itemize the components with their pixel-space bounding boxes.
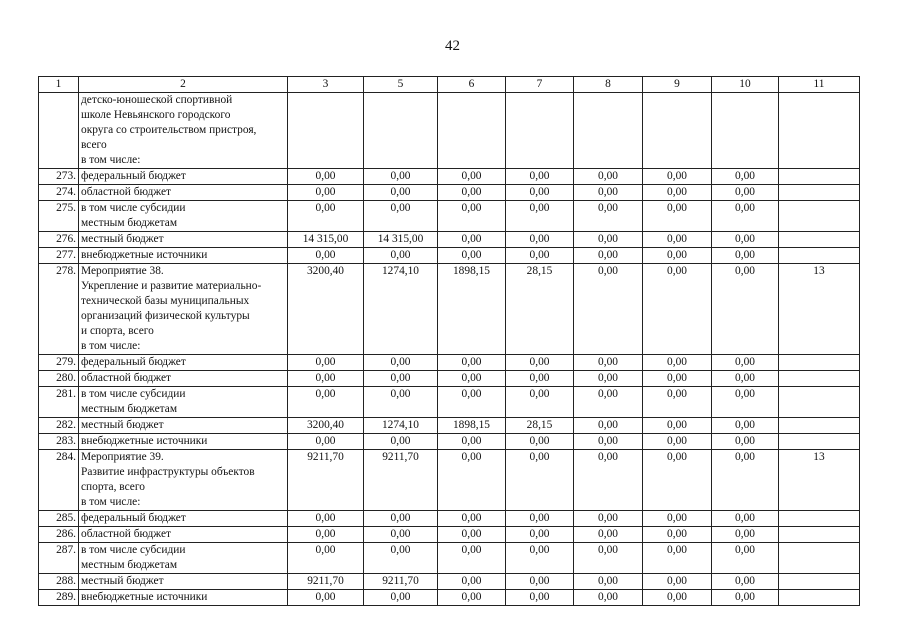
value-cell: 0,00	[643, 418, 712, 434]
value-cell: 0,00	[364, 371, 438, 387]
value-cell: 0,00	[643, 248, 712, 264]
row-number: 276.	[39, 232, 79, 248]
value-cell: 0,00	[506, 543, 574, 574]
description-line: местным бюджетам	[81, 559, 178, 571]
description-line: областной бюджет	[81, 372, 171, 384]
value-cell: 1274,10	[364, 264, 438, 355]
value-cell: 0,00	[438, 232, 506, 248]
value-cell: 0,00	[712, 387, 779, 418]
value-cell: 0,00	[438, 201, 506, 232]
value-cell	[438, 93, 506, 169]
table-row	[39, 201, 860, 232]
value-cell: 0,00	[643, 527, 712, 543]
table-row	[39, 355, 860, 371]
row-number: 285.	[39, 511, 79, 527]
row-number: 273.	[39, 169, 79, 185]
row-description	[79, 387, 288, 418]
description-line: федеральный бюджет	[81, 356, 186, 368]
description-line: внебюджетные источники	[81, 435, 208, 447]
description-line: в том числе субсидии	[81, 544, 186, 556]
description-line: округа со строительством пристроя,	[81, 124, 257, 136]
table-row	[39, 264, 860, 355]
value-cell: 0,00	[506, 201, 574, 232]
value-cell: 0,00	[712, 511, 779, 527]
value-cell: 0,00	[288, 590, 364, 606]
value-cell: 0,00	[506, 185, 574, 201]
value-cell: 0,00	[574, 185, 643, 201]
row-description	[79, 264, 288, 355]
value-cell: 0,00	[288, 511, 364, 527]
table-row	[39, 371, 860, 387]
value-cell: 0,00	[643, 169, 712, 185]
column-header: 3	[288, 77, 364, 93]
row-number: 275.	[39, 201, 79, 232]
value-cell: 0,00	[288, 434, 364, 450]
row-description	[79, 511, 288, 527]
value-cell: 0,00	[712, 371, 779, 387]
value-cell: 0,00	[712, 248, 779, 264]
value-cell: 28,15	[506, 264, 574, 355]
value-cell: 0,00	[574, 527, 643, 543]
value-cell: 0,00	[438, 574, 506, 590]
row-description	[79, 355, 288, 371]
value-cell: 0,00	[574, 248, 643, 264]
column-11-cell	[779, 543, 860, 574]
value-cell: 0,00	[364, 434, 438, 450]
value-cell: 0,00	[506, 434, 574, 450]
value-cell: 0,00	[438, 450, 506, 511]
description-line: в том числе:	[81, 496, 141, 508]
column-11-cell	[779, 418, 860, 434]
column-header: 1	[39, 77, 79, 93]
value-cell: 0,00	[438, 543, 506, 574]
value-cell: 0,00	[288, 185, 364, 201]
value-cell: 0,00	[712, 185, 779, 201]
description-line: местный бюджет	[81, 233, 164, 245]
value-cell: 0,00	[288, 371, 364, 387]
description-line: и спорта, всего	[81, 325, 154, 337]
description-line: детско-юношеской спортивной	[81, 94, 233, 106]
value-cell: 0,00	[438, 527, 506, 543]
value-cell: 0,00	[712, 264, 779, 355]
value-cell: 0,00	[712, 434, 779, 450]
value-cell: 0,00	[574, 434, 643, 450]
value-cell: 0,00	[438, 511, 506, 527]
value-cell: 0,00	[288, 248, 364, 264]
value-cell: 0,00	[506, 511, 574, 527]
value-cell: 0,00	[643, 232, 712, 248]
value-cell: 0,00	[438, 169, 506, 185]
column-11-cell	[779, 511, 860, 527]
value-cell: 1898,15	[438, 264, 506, 355]
table-row	[39, 387, 860, 418]
description-line: школе Невьянского городского	[81, 109, 231, 121]
table-row	[39, 185, 860, 201]
value-cell: 0,00	[364, 511, 438, 527]
value-cell: 0,00	[574, 232, 643, 248]
value-cell: 0,00	[574, 355, 643, 371]
budget-table	[38, 76, 860, 606]
value-cell	[574, 93, 643, 169]
row-number: 278.	[39, 264, 79, 355]
value-cell: 0,00	[506, 450, 574, 511]
row-number: 284.	[39, 450, 79, 511]
column-header: 10	[712, 77, 779, 93]
row-number: 281.	[39, 387, 79, 418]
header-row	[39, 77, 860, 93]
row-description	[79, 527, 288, 543]
value-cell: 0,00	[712, 450, 779, 511]
value-cell: 0,00	[643, 543, 712, 574]
value-cell: 0,00	[364, 201, 438, 232]
value-cell: 0,00	[643, 185, 712, 201]
description-line: местным бюджетам	[81, 217, 178, 229]
value-cell: 0,00	[364, 543, 438, 574]
value-cell: 0,00	[506, 574, 574, 590]
description-line: всего	[81, 139, 107, 151]
row-description	[79, 590, 288, 606]
value-cell: 0,00	[438, 185, 506, 201]
value-cell: 0,00	[712, 355, 779, 371]
description-line: в том числе субсидии	[81, 388, 186, 400]
value-cell: 1898,15	[438, 418, 506, 434]
row-description	[79, 418, 288, 434]
value-cell: 0,00	[506, 232, 574, 248]
column-header: 6	[438, 77, 506, 93]
description-line: местным бюджетам	[81, 403, 178, 415]
value-cell: 0,00	[712, 543, 779, 574]
value-cell: 0,00	[574, 264, 643, 355]
row-number: 289.	[39, 590, 79, 606]
value-cell: 0,00	[288, 169, 364, 185]
value-cell: 0,00	[364, 527, 438, 543]
value-cell: 0,00	[506, 371, 574, 387]
row-number	[39, 93, 79, 169]
value-cell: 0,00	[712, 527, 779, 543]
value-cell: 0,00	[712, 590, 779, 606]
value-cell	[643, 93, 712, 169]
value-cell: 0,00	[643, 264, 712, 355]
value-cell: 0,00	[288, 543, 364, 574]
row-description	[79, 434, 288, 450]
value-cell: 0,00	[438, 387, 506, 418]
value-cell: 0,00	[364, 185, 438, 201]
value-cell: 0,00	[506, 355, 574, 371]
column-11-cell	[779, 387, 860, 418]
value-cell	[712, 93, 779, 169]
row-description	[79, 450, 288, 511]
description-line: в том числе:	[81, 154, 141, 166]
row-description	[79, 371, 288, 387]
value-cell: 0,00	[712, 574, 779, 590]
description-line: Мероприятие 39.	[81, 451, 164, 463]
description-line: федеральный бюджет	[81, 512, 186, 524]
value-cell: 0,00	[574, 450, 643, 511]
column-11-cell	[779, 248, 860, 264]
value-cell: 0,00	[364, 590, 438, 606]
row-number: 286.	[39, 527, 79, 543]
value-cell: 0,00	[364, 248, 438, 264]
value-cell: 9211,70	[364, 450, 438, 511]
table-row	[39, 574, 860, 590]
value-cell	[288, 93, 364, 169]
column-11-cell	[779, 93, 860, 169]
row-number: 277.	[39, 248, 79, 264]
value-cell: 0,00	[712, 232, 779, 248]
value-cell: 0,00	[643, 355, 712, 371]
value-cell: 0,00	[506, 590, 574, 606]
value-cell: 0,00	[574, 371, 643, 387]
value-cell: 0,00	[643, 590, 712, 606]
row-description	[79, 169, 288, 185]
value-cell: 0,00	[506, 387, 574, 418]
value-cell: 0,00	[643, 371, 712, 387]
value-cell: 0,00	[364, 355, 438, 371]
column-11-cell	[779, 201, 860, 232]
page-number: 42	[445, 38, 460, 54]
column-11-cell	[779, 574, 860, 590]
column-header: 11	[779, 77, 860, 93]
value-cell: 0,00	[643, 574, 712, 590]
value-cell: 0,00	[438, 590, 506, 606]
description-line: местный бюджет	[81, 575, 164, 587]
value-cell	[364, 93, 438, 169]
description-line: спорта, всего	[81, 481, 145, 493]
value-cell: 0,00	[288, 201, 364, 232]
value-cell: 0,00	[506, 527, 574, 543]
value-cell: 3200,40	[288, 418, 364, 434]
row-number: 282.	[39, 418, 79, 434]
value-cell: 0,00	[574, 543, 643, 574]
description-line: Укрепление и развитие материально-	[81, 280, 262, 292]
row-description	[79, 232, 288, 248]
column-11-cell	[779, 527, 860, 543]
value-cell	[506, 93, 574, 169]
column-11-cell	[779, 185, 860, 201]
row-number: 280.	[39, 371, 79, 387]
column-header: 5	[364, 77, 438, 93]
value-cell: 9211,70	[288, 450, 364, 511]
row-description	[79, 201, 288, 232]
value-cell: 0,00	[643, 387, 712, 418]
column-header: 9	[643, 77, 712, 93]
description-line: внебюджетные источники	[81, 249, 208, 261]
table-row	[39, 418, 860, 434]
value-cell: 0,00	[574, 511, 643, 527]
column-11-cell: 13	[779, 450, 860, 511]
column-header: 8	[574, 77, 643, 93]
value-cell: 0,00	[288, 387, 364, 418]
row-description	[79, 574, 288, 590]
value-cell: 0,00	[643, 434, 712, 450]
value-cell: 0,00	[438, 355, 506, 371]
value-cell: 1274,10	[364, 418, 438, 434]
value-cell: 0,00	[438, 371, 506, 387]
description-line: местный бюджет	[81, 419, 164, 431]
column-11-cell: 13	[779, 264, 860, 355]
description-line: технической базы муниципальных	[81, 295, 250, 307]
value-cell: 0,00	[712, 201, 779, 232]
description-line: федеральный бюджет	[81, 170, 186, 182]
column-11-cell	[779, 371, 860, 387]
value-cell: 0,00	[643, 450, 712, 511]
description-line: внебюджетные источники	[81, 591, 208, 603]
value-cell: 0,00	[288, 355, 364, 371]
table-row	[39, 248, 860, 264]
table-row	[39, 527, 860, 543]
value-cell: 3200,40	[288, 264, 364, 355]
column-header: 7	[506, 77, 574, 93]
value-cell: 0,00	[288, 527, 364, 543]
value-cell: 0,00	[643, 511, 712, 527]
value-cell: 0,00	[574, 590, 643, 606]
description-line: Развитие инфраструктуры объектов	[81, 466, 255, 478]
column-header: 2	[79, 77, 288, 93]
column-11-cell	[779, 434, 860, 450]
row-description	[79, 185, 288, 201]
value-cell: 9211,70	[288, 574, 364, 590]
value-cell: 0,00	[506, 248, 574, 264]
value-cell: 0,00	[574, 418, 643, 434]
row-description	[79, 93, 288, 169]
value-cell: 14 315,00	[364, 232, 438, 248]
table-row	[39, 543, 860, 574]
column-11-cell	[779, 590, 860, 606]
description-line: в том числе субсидии	[81, 202, 186, 214]
value-cell: 0,00	[438, 434, 506, 450]
description-line: областной бюджет	[81, 528, 171, 540]
description-line: Мероприятие 38.	[81, 265, 164, 277]
value-cell: 0,00	[574, 387, 643, 418]
value-cell: 0,00	[364, 387, 438, 418]
table-row	[39, 450, 860, 511]
value-cell: 0,00	[712, 418, 779, 434]
description-line: организаций физической культуры	[81, 310, 250, 322]
row-number: 287.	[39, 543, 79, 574]
value-cell: 0,00	[643, 201, 712, 232]
table-row	[39, 511, 860, 527]
column-11-cell	[779, 232, 860, 248]
table-row	[39, 169, 860, 185]
row-number: 274.	[39, 185, 79, 201]
description-line: в том числе:	[81, 340, 141, 352]
value-cell: 0,00	[574, 574, 643, 590]
column-11-cell	[779, 169, 860, 185]
row-number: 279.	[39, 355, 79, 371]
column-11-cell	[779, 355, 860, 371]
description-line: областной бюджет	[81, 186, 171, 198]
row-number: 288.	[39, 574, 79, 590]
value-cell: 14 315,00	[288, 232, 364, 248]
value-cell: 0,00	[506, 169, 574, 185]
value-cell: 0,00	[364, 169, 438, 185]
value-cell: 9211,70	[364, 574, 438, 590]
value-cell: 0,00	[712, 169, 779, 185]
table-row	[39, 434, 860, 450]
row-number: 283.	[39, 434, 79, 450]
row-description	[79, 248, 288, 264]
value-cell: 0,00	[438, 248, 506, 264]
row-description	[79, 543, 288, 574]
table-row	[39, 232, 860, 248]
value-cell: 28,15	[506, 418, 574, 434]
value-cell: 0,00	[574, 201, 643, 232]
table-row	[39, 590, 860, 606]
table-row	[39, 93, 860, 169]
value-cell: 0,00	[574, 169, 643, 185]
